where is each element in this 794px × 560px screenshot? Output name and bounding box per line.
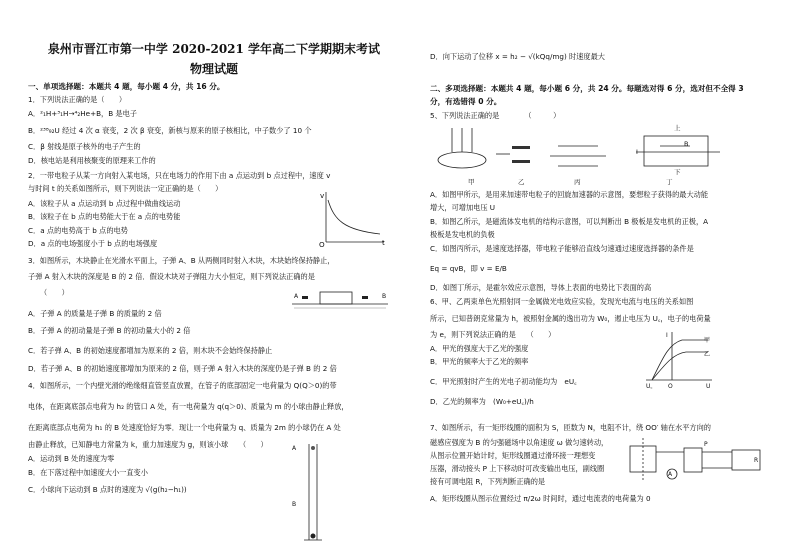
q4-option-d: D．向下运动了位移 x = h₂ − √(kQq/mg) 时速度最大 xyxy=(430,52,605,61)
q6-fig-uc-label: U꜀ xyxy=(646,383,653,390)
q4-option-c: C．小球向下运动到 B 点时的速度为 √(g(h₂−h₁)) xyxy=(28,485,187,494)
q3-stem-line1: 3．如图所示，木块静止在光滑水平面上，子弹 A、B 从两侧同时射入木块，木块始终保持静止， xyxy=(28,256,335,265)
q3-bullet-a xyxy=(302,296,308,299)
q3-paren: （ ） xyxy=(40,288,69,297)
q7-stem-line3: 从图示位置开始计时，矩形线圈通过滑环接一理想变 xyxy=(430,451,596,460)
q7-option-a: A．矩形线圈从图示位置经过 π/2ω 时间时，通过电流表的电荷量为 0 xyxy=(430,494,651,503)
q5-option-d: D．如图丁所示，是霍尔效应示意图，导体上表面的电势比下表面的高 xyxy=(430,283,652,292)
q5-mhd-plate-b xyxy=(512,160,530,163)
q2-option-c: C．a 点的电势高于 b 点的电势 xyxy=(28,226,128,235)
q2-option-d: D．a 点的电场强度小于 b 点的电场强度 xyxy=(28,239,158,248)
q5-fig-bottom-label: 下 xyxy=(674,168,681,176)
q6-stem-line2: 所示，已知普朗克常量为 h，被照射金属的逸出功为 W₀，遏止电压为 U꜀，电子的电荷量 xyxy=(430,314,711,323)
q5-option-a-line2: 增大，可增加电压 U xyxy=(430,203,496,212)
q6-curve-yi xyxy=(652,351,711,380)
q5-option-a-line1: A．如图甲所示，是用来加速带电粒子的回旋加速器的示意图，要想粒子获得的最大动能 xyxy=(430,190,709,199)
q2-option-b: B．该粒子在 b 点的电势能大于在 a 点的电势能 xyxy=(28,212,181,221)
q6-fig-u-label: U xyxy=(706,383,711,390)
q3-stem-line2: 子弹 A 射入木块的深度是 B 的 2 倍．假设木块对子弹阻力大小恒定，则下列说法正确的是 xyxy=(28,272,315,281)
q7-transformer xyxy=(684,448,702,472)
q5-fig-i-label: I xyxy=(636,148,638,156)
q1-option-b: B．²³⁸₉₂U 经过 4 次 α 衰变，2 次 β 衰变，新核与原来的原子核相比，中子数少了 10 个 xyxy=(28,126,312,135)
q7-stem-line4: 压器，滑动接头 P 上下移动时可改变输出电压，副线圈 xyxy=(430,464,605,473)
q2-vt-graph xyxy=(318,190,388,248)
q7-fig-r-label: R xyxy=(754,457,759,464)
q5-cyclotron-dee xyxy=(438,152,486,168)
q6-fig-jia-label: 甲 xyxy=(704,337,711,344)
q6-option-d: D．乙光的频率为 (W₀+eU꜀)/h xyxy=(430,397,534,406)
q6-option-c: C．甲光照射时产生的光电子初动能均为 eU꜀ xyxy=(430,377,577,386)
q6-fig-i-label: I xyxy=(666,332,668,339)
q5-fig-ding-label: 丁 xyxy=(666,178,673,186)
q2-stem-line2: 与时间 t 的关系如图所示，则下列说法一定正确的是（ ） xyxy=(28,184,223,193)
q5-option-b-line1: B．如图乙所示，是磁流体发电机的结构示意图，可以判断出 B 极板是发电机的正极，A xyxy=(430,217,709,226)
q6-stem-line3: 为 e，则下列说法正确的是 （ ） xyxy=(430,330,556,339)
q7-fig-a-label: A xyxy=(668,471,673,478)
q4-fig-b-label: B xyxy=(292,501,297,508)
q2-fig-origin-label: O xyxy=(319,240,325,249)
q1-option-d: D．核电站是利用核聚变的原理来工作的 xyxy=(28,156,156,165)
q4-stem-line2: 电体，在距离底部点电荷为 h₂ 的管口 A 处，有一电荷量为 q(q＞0)、质量为 m 的小球由静止释放， xyxy=(28,402,349,411)
q2-fig-t-label: t xyxy=(382,238,385,247)
q5-fig-jia-label: 甲 xyxy=(468,178,475,186)
q4-option-a: A．运动到 B 处的速度为零 xyxy=(28,454,115,463)
q3-fig-a-label: A xyxy=(294,293,299,300)
q5-option-c-line2: Eq = qvB，即 v = E/B xyxy=(430,264,507,273)
q6-curve-jia xyxy=(652,340,711,380)
q3-wood-block xyxy=(320,292,352,304)
q4-tube-figure xyxy=(300,440,330,550)
q4-fig-a-label: A xyxy=(292,445,297,452)
exam-subtitle: 物理试题 xyxy=(189,62,238,76)
q5-mhd-plate-a xyxy=(512,146,530,149)
q5-hall-conductor xyxy=(644,136,708,166)
q1-stem: 1．下列说法正确的是（ ） xyxy=(28,95,127,104)
q7-generator-figure xyxy=(624,434,774,490)
q5-stem: 5、下列说法正确的是 （ ） xyxy=(430,111,561,120)
section-multi-choice-line2: 分，有选错得 0 分。 xyxy=(430,97,502,106)
exam-title: 泉州市晋江市第一中学 2020-2021 学年高二下学期期末考试 xyxy=(47,42,381,56)
q2-fig-v-label: v xyxy=(320,191,325,200)
q5-fig-yi-label: 乙 xyxy=(518,178,525,186)
q3-fig-b-label: B xyxy=(382,293,387,300)
q1-option-c: C．β 射线是原子核外的电子产生的 xyxy=(28,142,141,151)
q3-option-d: D．若子弹 A、B 的初始速度都增加为原来的 2 倍，则子弹 A 射入木块的深度仍是子弹 B 的 2 倍 xyxy=(28,364,337,373)
q5-fig-bing-label: 丙 xyxy=(574,178,581,186)
section-multi-choice-line1: 二、多项选择题：本题共 4 题，每小题 6 分，共 24 分。每题选对得 6 分，选对但不全得 3 xyxy=(430,84,744,93)
q7-stem-line1: 7、如图所示，有一矩形线圈的面积为 S，匝数为 N，电阻不计，绕 OO′ 轴在水平方向的 xyxy=(430,423,711,432)
q1-option-a: A．²₁H+³₁H→⁴₂He+B，B 是电子 xyxy=(28,109,137,118)
q4-point-charge xyxy=(311,534,316,539)
q2-vt-curve xyxy=(328,200,380,234)
q5-option-c-line1: C．如图丙所示，是速度选择器，带电粒子能够沿直线匀速通过速度选择器的条件是 xyxy=(430,244,694,253)
q7-fig-p-label: P xyxy=(704,441,708,448)
q4-option-b: B．在下落过程中加速度大小一直变小 xyxy=(28,468,148,477)
section-single-choice: 一、单项选择题：本题共 4 题，每小题 4 分，共 16 分。 xyxy=(28,82,225,91)
q4-stem-line1: 4．如图所示，一个内壁光滑的绝缘细直管竖直放置，在管子的底部固定一电荷量为 Q(Q＞0)的带 xyxy=(28,381,337,390)
q5-option-b-line2: 极板是发电机的负极 xyxy=(430,230,495,239)
q5-figures xyxy=(430,122,730,184)
q2-stem-line1: 2．一带电粒子从某一方向射入某电场，只在电场力的作用下由 a 点运动到 b 点过程中，速度 v xyxy=(28,171,331,180)
q2-option-a: A．该粒子从 a 点运动到 b 点过程中做曲线运动 xyxy=(28,199,181,208)
q4-stem-line3: 在距离底部点电荷为 h₁ 的 B 处速度恰好为零．现让一个电荷量为 q、质量为 2m 的小球仍在 A 处 xyxy=(28,423,341,432)
q3-bullet-b xyxy=(362,296,368,299)
q6-fig-yi-label: 乙 xyxy=(704,351,711,358)
q3-option-c: C．若子弹 A、B 的初始速度都增加为原来的 2 倍，则木块不会始终保持静止 xyxy=(28,346,273,355)
q6-option-b: B．甲光的频率大于乙光的频率 xyxy=(430,357,529,366)
q7-stem-line2: 磁感应强度为 B 的匀强磁场中以角速度 ω 做匀速转动， xyxy=(430,438,609,447)
q4-ball xyxy=(311,446,315,450)
q7-stem-line5: 接有可调电阻 R，下列判断正确的是 xyxy=(430,477,546,486)
q5-fig-top-label: 上 xyxy=(674,124,681,132)
q5-fig-b-label: B xyxy=(684,140,689,148)
q6-option-a: A．甲光的强度大于乙光的强度 xyxy=(430,344,529,353)
q4-stem-line4: 由静止释放，已知静电力常量为 k，重力加速度为 g，则该小球 （ ） xyxy=(28,440,268,449)
q3-block-figure xyxy=(290,288,390,310)
q3-option-a: A．子弹 A 的质量是子弹 B 的质量的 2 倍 xyxy=(28,309,162,318)
q3-option-b: B．子弹 A 的初动量是子弹 B 的初动量大小的 2 倍 xyxy=(28,326,191,335)
q6-stem-line1: 6、甲、乙两束单色光照射同一金属做光电效应实验，发现光电流与电压的关系如图 xyxy=(430,297,694,306)
q6-fig-origin-label: O xyxy=(668,383,673,390)
